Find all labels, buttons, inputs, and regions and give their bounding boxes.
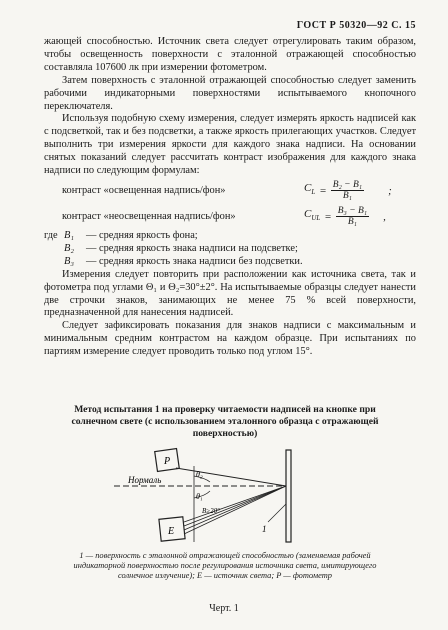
definition-prefix: где <box>44 229 58 241</box>
figure-diagram <box>110 446 330 546</box>
definition-prefix <box>44 256 64 269</box>
formula-numerator: B₂ − B₁ <box>332 180 363 191</box>
formula-fraction <box>331 180 364 201</box>
formula-fraction <box>336 206 369 227</box>
definition-text: — средняя яркость фона; <box>86 229 198 241</box>
formula-lhs: C <box>304 182 312 195</box>
label-normal: Нормаль <box>128 475 162 485</box>
definition-symbol: B₁ <box>64 229 74 241</box>
definition-text: — средняя яркость знака надписи на подсветке; <box>86 242 298 254</box>
label-theta2: θ₂ <box>196 470 203 479</box>
definition-text: — средняя яркость знака надписи без подсветки. <box>86 255 303 267</box>
formula-numerator: B₃ − B₁ <box>337 206 368 217</box>
figure-title: Метод испытания 1 на проверку читаемости надписей на кнопке при солнечном свете (с использованием эталонного образца с отражающей поверхностью) <box>71 404 379 439</box>
paragraph: Затем поверхность с эталонной отражающей способностью следует заменить рабочими индикаторными поверхностями испытываемого кнопочного переключателя. <box>44 74 416 112</box>
definition-row <box>44 256 416 269</box>
label-theta1: θ₁ <box>196 492 203 501</box>
paragraph: Измерения следует повторить при расположении как источника света, так и фотометра под углами Θ₁ и Θ₂=30°±2°. На испытываемые образцы следует нанести две строчки знаков, занимающих не менее 75 % всей поверхности, предназначенной для нанесения надписей. <box>44 268 416 319</box>
formula-tail: ; <box>388 184 392 197</box>
paragraph: Следует зафиксировать показания для знаков надписи с максимальным и минимальным средним контрастом на каждом образце. При испытаниях по партиям измерение следует проводить только под углом 15°. <box>44 320 416 358</box>
formula-math <box>304 180 392 201</box>
body-text <box>44 36 416 359</box>
formula-denominator: B₁ <box>347 217 357 228</box>
paragraph: Используя подобную схему измерения, следует измерять яркость надписей как с подсветкой, так и без подсветки, а также яркость прилегающих участков. Следует выполнить три измерения яркости для каждого знака надписи. На основании снятых показаний следует рассчитать контраст изображения для каждого знака надписи по следующим формулам: <box>44 113 416 177</box>
formula-illuminated <box>44 178 416 204</box>
definition-prefix <box>44 243 64 256</box>
formula-label: контраст «неосвещенная надпись/фон» <box>62 210 236 222</box>
definition-row <box>44 243 416 256</box>
definition-symbol: B₃ <box>64 255 74 267</box>
reference-surface <box>286 450 291 542</box>
label-angle-b: B≥20° <box>202 507 220 515</box>
formula-eq: = <box>319 184 327 197</box>
formula-math <box>304 206 386 227</box>
figure-number: Черт. 1 <box>209 603 239 614</box>
definitions <box>44 230 416 269</box>
definition-row <box>44 230 416 243</box>
formula-unilluminated <box>44 204 416 230</box>
formula-tail: , <box>383 210 386 223</box>
figure-caption: 1 — поверхность с эталонной отражающей способностью (заменяемая рабочей индикаторной поверхностью после регулирования источника света, имитирующего солнечное излучение); E — источник света; P — фотометр <box>73 551 377 580</box>
formula-lhs: C <box>304 208 312 221</box>
definition-symbol: B₂ <box>64 242 74 254</box>
label-photometer: P <box>164 456 171 467</box>
formula-eq: = <box>324 210 332 223</box>
formula-lhs-sub: L <box>311 188 316 197</box>
label-surface-1: 1 <box>262 524 267 534</box>
formula-lhs-sub: UL <box>311 214 321 223</box>
leader-line <box>268 504 286 522</box>
label-light-source: E <box>168 526 175 537</box>
formula-denominator: B₁ <box>342 191 352 202</box>
ray-photometer <box>176 468 286 486</box>
paragraph: жающей способностью. Источник света следует отрегулировать таким образом, чтобы освещенность поверхности с эталонной отражающей способностью составляла 107600 лк при измерении фотометром. <box>44 36 416 73</box>
formula-label: контраст «освещенная надпись/фон» <box>62 184 226 196</box>
page-header: ГОСТ Р 50320—92 С. 15 <box>296 20 416 31</box>
